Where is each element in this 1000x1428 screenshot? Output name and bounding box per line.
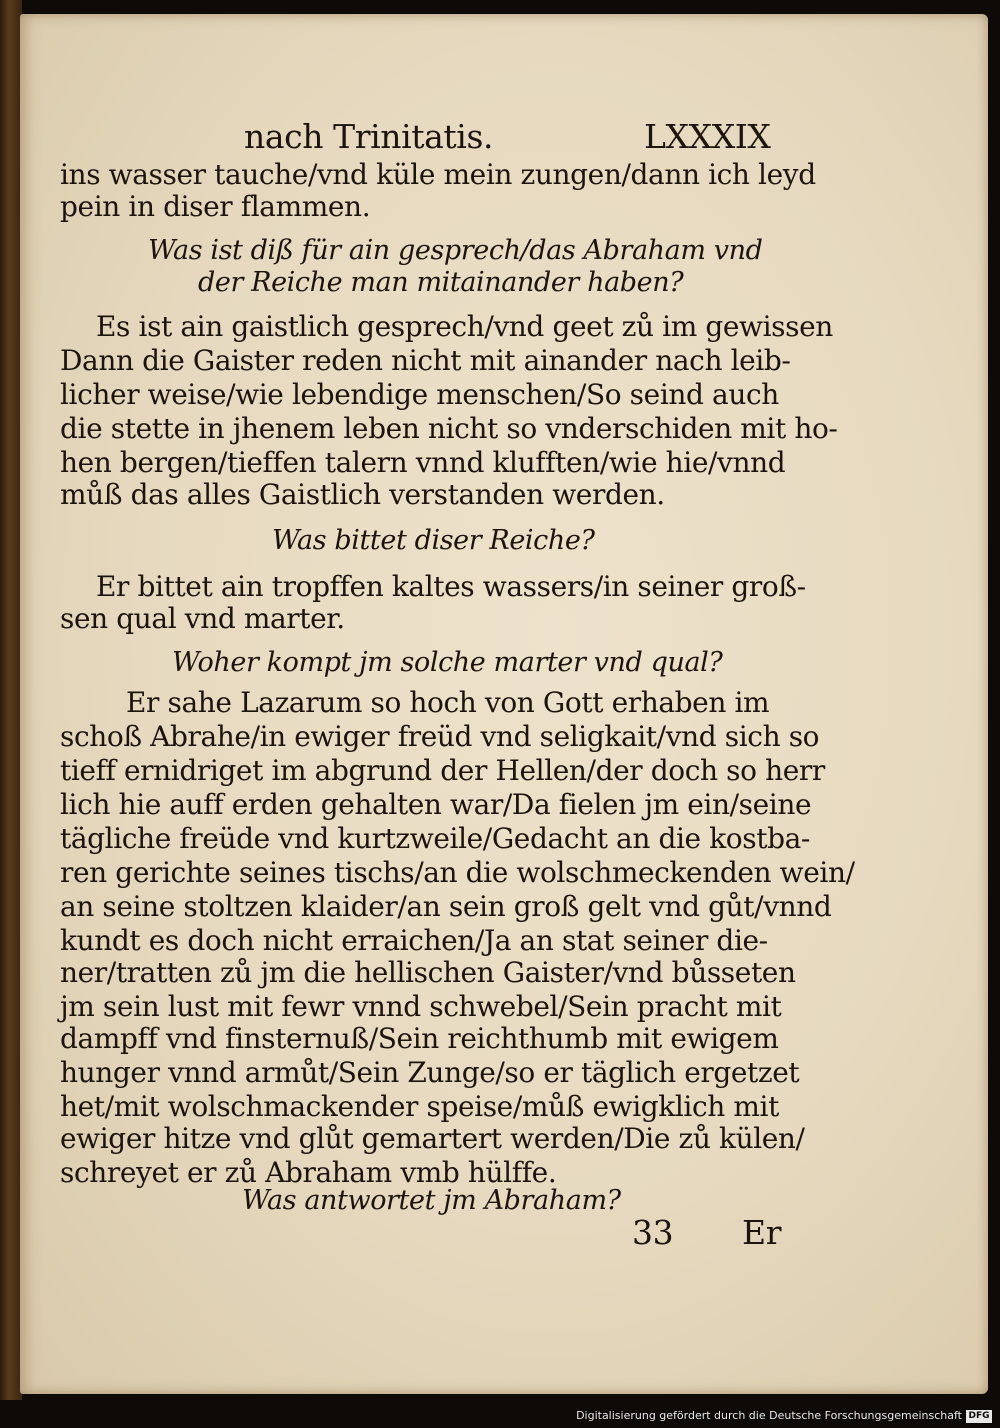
question-line: Woher kompt jm solche marter vnd qual? (172, 647, 723, 678)
book-page (20, 14, 988, 1394)
question-line: Was antwortet jm Abraham? (242, 1185, 621, 1216)
catchword: Er (742, 1213, 782, 1252)
text-line: ewiger hitze vnd glůt gemartert werden/Die zů külen/ (60, 1122, 805, 1155)
text-line: hunger vnnd armůt/Sein Zunge/so er täglich ergetzet (60, 1056, 800, 1089)
text-line: licher weise/wie lebendige menschen/So seind auch (60, 378, 779, 411)
text-line: hen bergen/tieffen talern vnnd klufften/wie hie/vnnd (60, 446, 786, 479)
text-line: pein in diser flammen. (60, 190, 371, 223)
text-line: jm sein lust mit fewr vnnd schwebel/Sein pracht mit (60, 990, 782, 1023)
text-line: můß das alles Gaistlich verstanden werden. (60, 478, 665, 511)
text-line: tieff ernidriget im abgrund der Hellen/der doch so herr (60, 754, 825, 787)
text-line: Er sahe Lazarum so hoch von Gott erhaben im (126, 686, 770, 719)
text-line: schoß Abrahe/in ewiger freüd vnd seligkait/vnd sich so (60, 720, 820, 753)
book-binding-edge (0, 0, 22, 1400)
text-line: het/mit wolschmackender speise/můß ewigklich mit (60, 1090, 779, 1123)
folio-number: LXXXIX (644, 117, 771, 156)
funding-credit: Digitalisierung gefördert durch die Deutsche Forschungsgemeinschaft (576, 1409, 962, 1422)
text-line: die stette in jhenem leben nicht so vnderschiden mit ho- (60, 412, 838, 445)
dfg-logo: DFG (966, 1410, 992, 1423)
text-line: ren gerichte seines tischs/an die wolschmeckenden wein/ (60, 856, 855, 889)
signature-mark: 33 (632, 1213, 674, 1252)
text-line: sen qual vnd marter. (60, 602, 345, 635)
text-line: Es ist ain gaistlich gesprech/vnd geet zů im gewissen (96, 310, 833, 343)
question-line: Was ist diß für ain gesprech/das Abraham vnd (148, 235, 763, 266)
text-line: kundt es doch nicht erraichen/Ja an stat seiner die- (60, 924, 768, 957)
text-line: ins wasser tauche/vnd küle mein zungen/dann ich leyd (60, 158, 816, 191)
text-line: schreyet er zů Abraham vmb hülffe. (60, 1156, 557, 1189)
question-line: Was bittet diser Reiche? (272, 525, 595, 556)
text-line: tägliche freüde vnd kurtzweile/Gedacht an die kostba- (60, 822, 810, 855)
question-line: der Reiche man mitainander haben? (198, 267, 684, 298)
text-line: an seine stoltzen klaider/an sein groß gelt vnd gůt/vnnd (60, 890, 832, 923)
text-line: ner/tratten zů jm die hellischen Gaister/vnd bůsseten (60, 956, 796, 989)
text-line: dampff vnd finsternuß/Sein reichthumb mit ewigem (60, 1022, 779, 1055)
text-line: Er bittet ain tropffen kaltes wassers/in seiner groß- (96, 570, 806, 603)
text-line: Dann die Gaister reden nicht mit ainander nach leib- (60, 344, 791, 377)
footer-bar (0, 1402, 1000, 1428)
text-line: lich hie auff erden gehalten war/Da fielen jm ein/seine (60, 788, 812, 821)
running-title: nach Trinitatis. (244, 117, 494, 156)
